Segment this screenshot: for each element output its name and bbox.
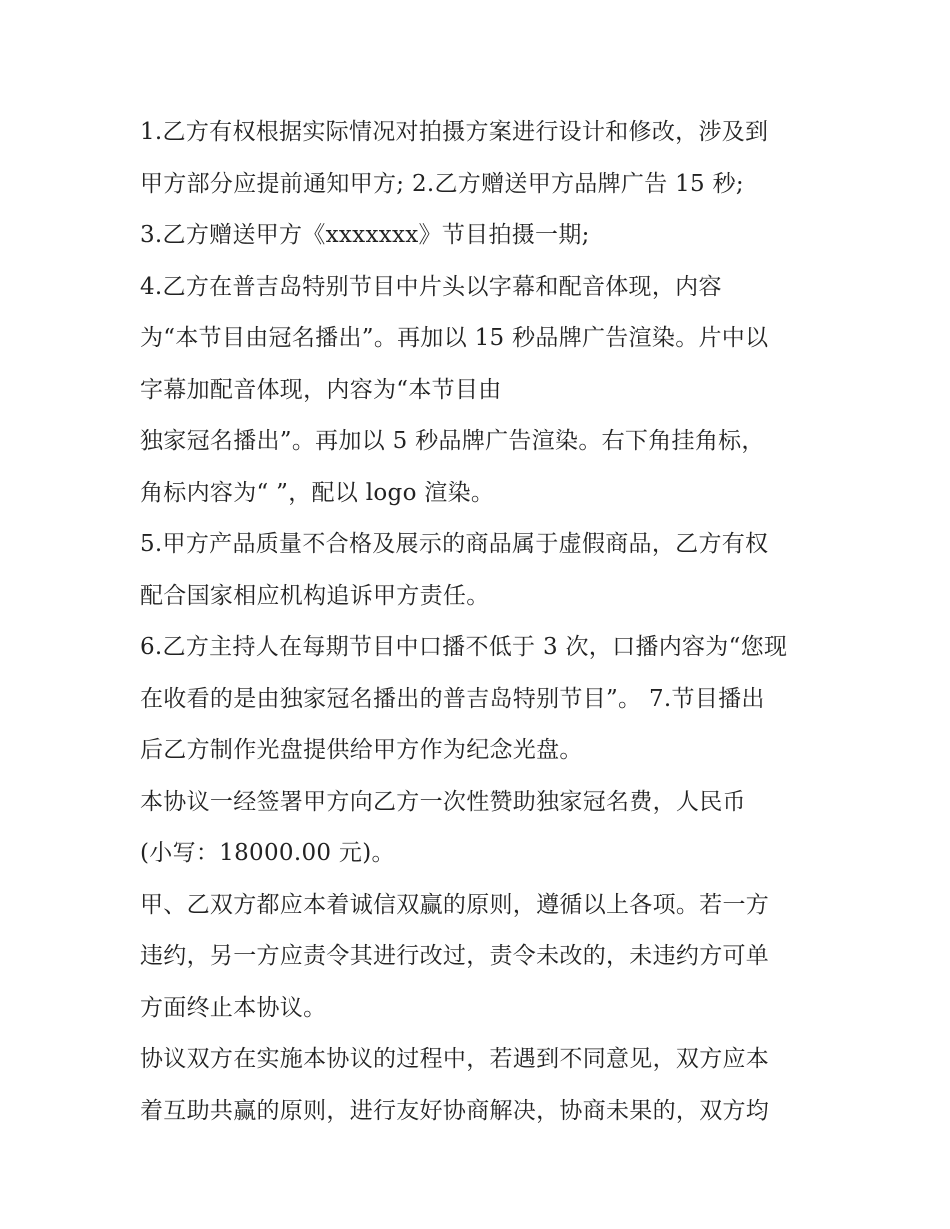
text-line: 违约，另一方应责令其进行改过，责令未改的，未违约方可单 bbox=[140, 943, 770, 969]
text-line: (小写：18000.00 元)。 bbox=[140, 840, 395, 866]
agreement-text bbox=[140, 107, 830, 1137]
text-line: 方面终止本协议。 bbox=[140, 994, 327, 1021]
text-line: 独家冠名播出”。再加以 5 秒品牌广告渲染。右下角挂角标， bbox=[140, 428, 765, 454]
text-line: 1.乙方有权根据实际情况对拍摄方案进行设计和修改，涉及到 bbox=[140, 119, 769, 145]
text-line: 配合国家相应机构追诉甲方责任。 bbox=[140, 582, 490, 609]
text-line: 甲、乙双方都应本着诚信双赢的原则，遵循以上各项。若一方 bbox=[140, 891, 770, 918]
text-line: 5.甲方产品质量不合格及展示的商品属于虚假商品，乙方有权 bbox=[140, 531, 769, 557]
text-line: 6.乙方主持人在每期节目中口播不低于 3 次，口播内容为“您现 bbox=[140, 634, 788, 660]
text-line: 甲方部分应提前通知甲方; 2.乙方赠送甲方品牌广告 15 秒; bbox=[140, 170, 744, 197]
text-line: 后乙方制作光盘提供给甲方作为纪念光盘。 bbox=[140, 737, 583, 763]
text-line: 协议双方在实施本协议的过程中，若遇到不同意见，双方应本 bbox=[140, 1046, 770, 1072]
text-line: 在收看的是由独家冠名播出的普吉岛特别节目”。 7.节目播出 bbox=[140, 685, 765, 712]
text-line: 本协议一经签署甲方向乙方一次性赞助独家冠名费，人民币 bbox=[140, 788, 746, 815]
text-line: 着互助共赢的原则，进行友好协商解决，协商未果的，双方均 bbox=[140, 1097, 770, 1124]
text-line: 4.乙方在普吉岛特别节目中片头以字幕和配音体现，内容 bbox=[140, 273, 722, 300]
text-line: 字幕加配音体现，内容为“本节目由 bbox=[140, 376, 502, 403]
text-line: 角标内容为“ ”，配以 logo 渲染。 bbox=[140, 479, 495, 506]
text-line: 3.乙方赠送甲方《xxxxxxx》节目拍摄一期; bbox=[140, 222, 590, 248]
text-line: 为“本节目由冠名播出”。再加以 15 秒品牌广告渲染。片中以 bbox=[140, 325, 769, 351]
